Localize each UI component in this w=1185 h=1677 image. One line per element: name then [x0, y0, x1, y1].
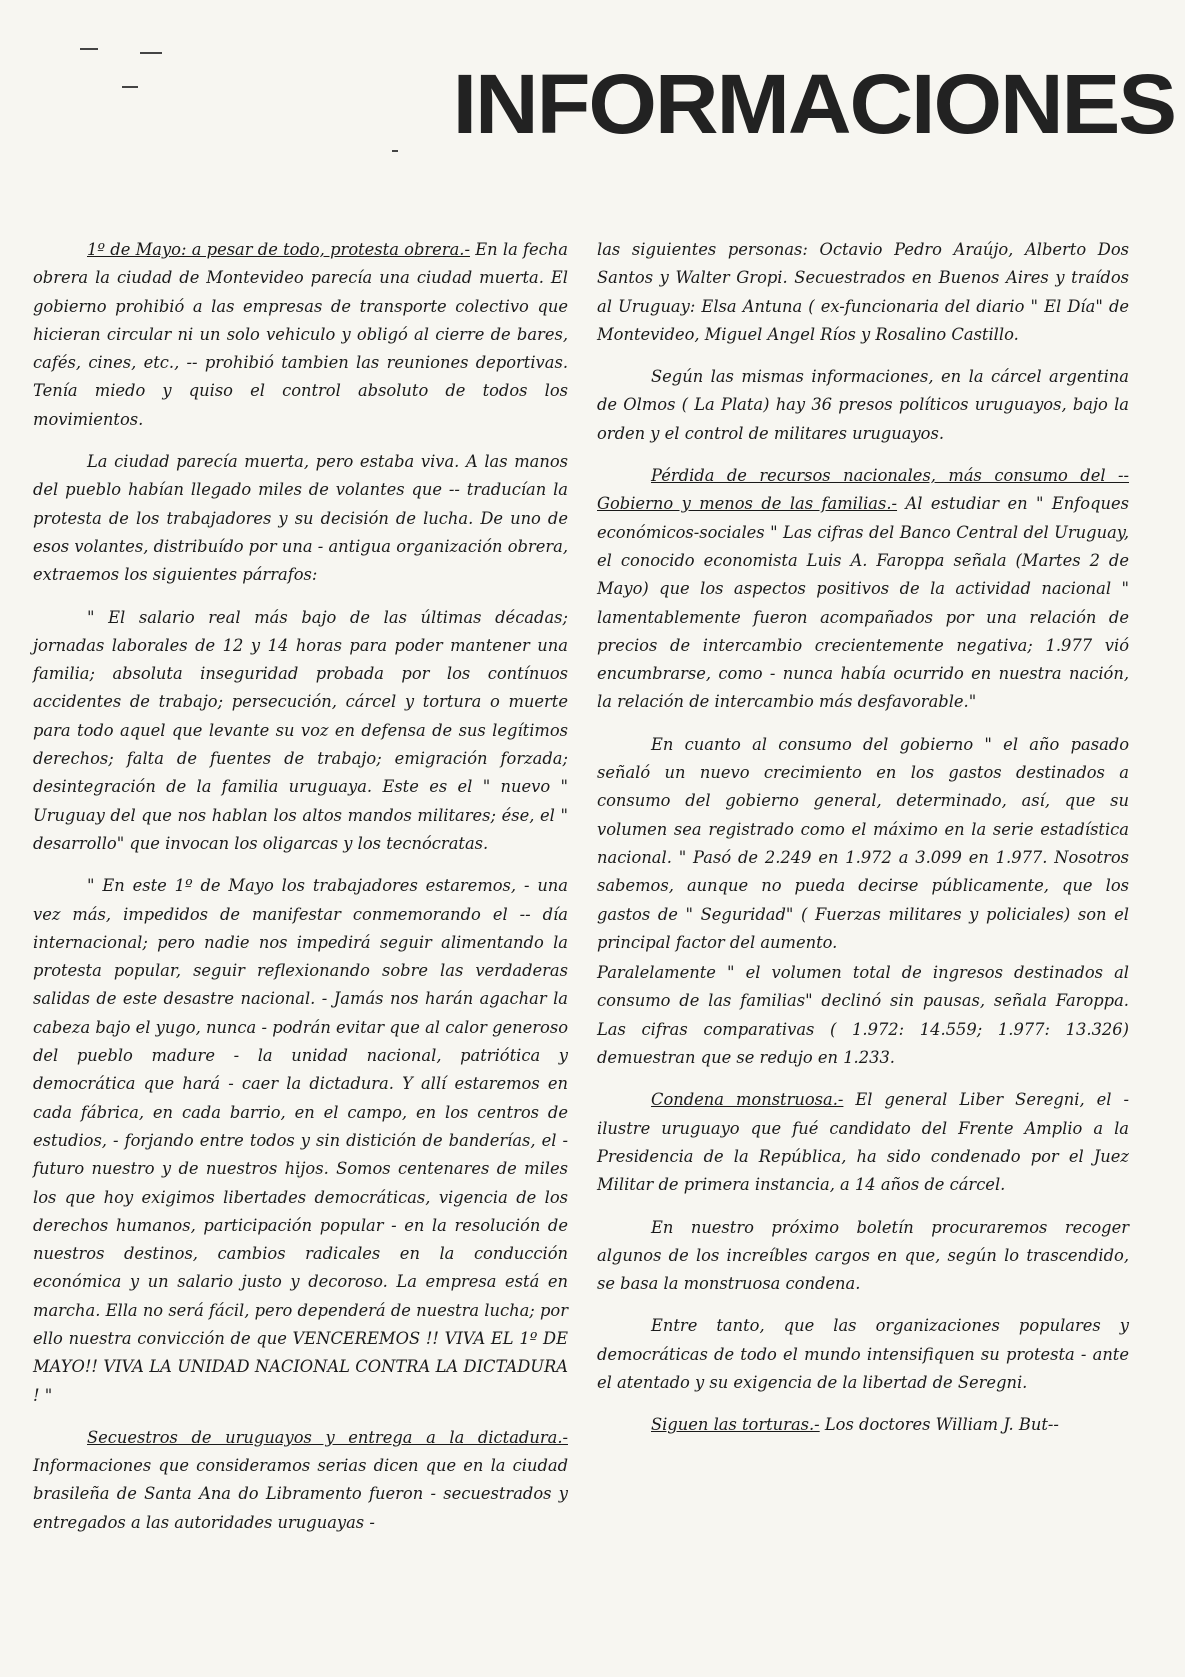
- article-text: " En este 1º de Mayo los trabajadores estaremos, - una vez más, impedidos de manifestar conmemorando el -- día internacional; pero nadie nos impedirá seguir alimentando la protesta popular, seguir reflexionando sobre las verdaderas salidas de este desastre nacional. - Jamás nos harán agachar la cabeza bajo el yugo, nunca - podrán evitar que al calor generoso del pueblo madure - la unidad nacional, patriótica y democrática que hará - caer la dictadura. Y allí estaremos en cada fábrica, en cada barrio, en el campo, en los centros de estudios, - forjando entre todos y sin distición de banderías, el - futuro nuestro y de nuestros hijos. Somos centenares de miles los que hoy exigimos libertades democráticas, vigencia de los derechos humanos, participación popular - en la resolución de nuestros destinos, cambios radicales en la conducción económica y un salario justo y decoroso. La empresa está en marcha. Ella no será fácil, pero dependerá de nuestra lucha; por ello nuestra convicción de que VENCEREMOS !! VIVA EL 1º DE MAYO!! VIVA LA UNIDAD NACIONAL CONTRA LA DICTADURA ! ": [33, 876, 568, 1405]
- article-text: En la fecha obrera la ciudad de Montevideo parecía una ciudad muerta. El gobierno prohibió a las empresas de transporte colectivo que hicieran circular ni un solo vehiculo y obligó al cierre de bares, cafés, cines, etc., -- prohibió tambien las reuniones deportivas. Tenía miedo y quiso el control absoluto de todos los movimientos.: [33, 240, 568, 429]
- article-paragraph: [597, 462, 1129, 717]
- article-paragraph: [597, 731, 1129, 957]
- article-paragraph: [597, 236, 1129, 349]
- article-text: La ciudad parecía muerta, pero estaba viva. A las manos del pueblo habían llegado miles de volantes que -- traducían la protesta de los trabajadores y su decisión de lucha. De uno de esos volantes, distribuído por una - antigua organización obrera, extraemos los siguientes párrafos:: [33, 452, 568, 585]
- article-text: En cuanto al consumo del gobierno " el año pasado señaló un nuevo crecimiento en los gastos destinados a consumo del gobierno general, determinado, así, que su volumen sea registrado como el máximo en la serie estadística nacional. " Pasó de 2.249 en 1.972 a 3.099 en 1.977. Nosotros sabemos, aunque no pueda decirse públicamente, que los gastos de " Seguridad" ( Fuerzas militares y policiales) son el principal factor del aumento.: [597, 734, 1129, 952]
- article-text: El general Liber Seregni, el - ilustre uruguayo que fué candidato del Frente Amplio a la Presidencia de la República, ha sido condenado por el Juez Militar de primera instancia, a 14 años de cárcel.: [597, 1090, 1129, 1195]
- page-masthead: INFORMACIONES: [452, 57, 1175, 151]
- article-paragraph: [597, 1086, 1129, 1199]
- article-paragraph: [597, 1214, 1129, 1299]
- quote-paragraph: [33, 604, 568, 859]
- article-heading: Pérdida de recursos nacionales, más consumo del -- Gobierno y menos de las familias.-: [597, 466, 1129, 514]
- article-text: Paralelamente " el volumen total de ingresos destinados al consumo de las familias" declinó sin pausas, señala Faroppa. Las cifras comparativas ( 1.972: 14.559; 1.977: 13.326) demuestran que se redujo en 1.233.: [597, 963, 1129, 1068]
- quote-paragraph: [33, 872, 568, 1410]
- article-text: Informaciones que consideramos serias dicen que en la ciudad brasileña de Santa Ana do Libramento fueron - secuestrados y entregados a las autoridades uruguayas -: [33, 1456, 568, 1532]
- article-paragraph: [597, 959, 1129, 1072]
- article-text: En nuestro próximo boletín procuraremos recoger algunos de los increíbles cargos en que, según lo trascendido, se basa la monstruosa condena.: [597, 1217, 1129, 1294]
- article-paragraph: [33, 448, 568, 589]
- ghost-header-bleed: [30, 90, 49, 159]
- article-text: Según las mismas informaciones, en la cárcel argentina de Olmos ( La Plata) hay 36 presos políticos uruguayos, bajo la orden y el control de militares uruguayos.: [597, 367, 1129, 443]
- left-column: [33, 236, 568, 1539]
- article-paragraph: [597, 1312, 1129, 1397]
- article-text: las siguientes personas: Octavio Pedro Araújo, Alberto Dos Santos y Walter Gropi. Secuestrados en Buenos Aires y traídos al Uruguay: Elsa Antuna ( ex-funcionaria del diario " El Día" de Montevideo, Miguel Angel Ríos y Rosalino Castillo.: [597, 240, 1129, 344]
- article-text: Al estudiar en " Enfoques económicos-sociales " Las cifras del Banco Central del Uruguay, el conocido economista Luis A. Faroppa señala (Martes 2 de Mayo) que los aspectos positivos de la actividad nacional " lamentablemente fueron acompañados por una relación de precios de intercambio crecientemente negativa; 1.977 vió encumbrarse, como - nunca había ocurrido en nuestra nación, la relación de intercambio más desfavorable.": [597, 494, 1129, 712]
- right-column: [597, 236, 1129, 1454]
- article-heading: Condena monstruosa.-: [651, 1090, 844, 1110]
- article-text: Los doctores William J. But--: [824, 1415, 1059, 1435]
- article-heading: Secuestros de uruguayos y entrega a la dictadura.-: [87, 1427, 568, 1447]
- article-paragraph: [33, 1424, 568, 1537]
- article-paragraph: [597, 363, 1129, 448]
- article-paragraph: [33, 236, 568, 434]
- article-text: " El salario real más bajo de las últimas décadas; jornadas laborales de 12 y 14 horas para poder mantener una familia; absoluta inseguridad probada por los contínuos accidentes de trabajo; persecución, cárcel y tortura o muerte para todo aquel que levante su voz en defensa de sus legítimos derechos; falta de fuentes de trabajo; emigración forzada; desintegración de la familia uruguaya. Este es el " nuevo " Uruguay del que nos hablan los altos mandos militares; ése, el " desarrollo" que invocan los oligarcas y los tecnócratas.: [33, 607, 568, 853]
- article-text: Entre tanto, que las organizaciones populares y democráticas de todo el mundo intensifiquen su protesta - ante el atentado y su exigencia de la libertad de Seregni.: [597, 1316, 1129, 1392]
- article-heading: 1º de Mayo: a pesar de todo, protesta obrera.-: [87, 240, 470, 259]
- article-heading: Siguen las torturas.-: [651, 1415, 820, 1435]
- article-paragraph: [597, 1411, 1129, 1439]
